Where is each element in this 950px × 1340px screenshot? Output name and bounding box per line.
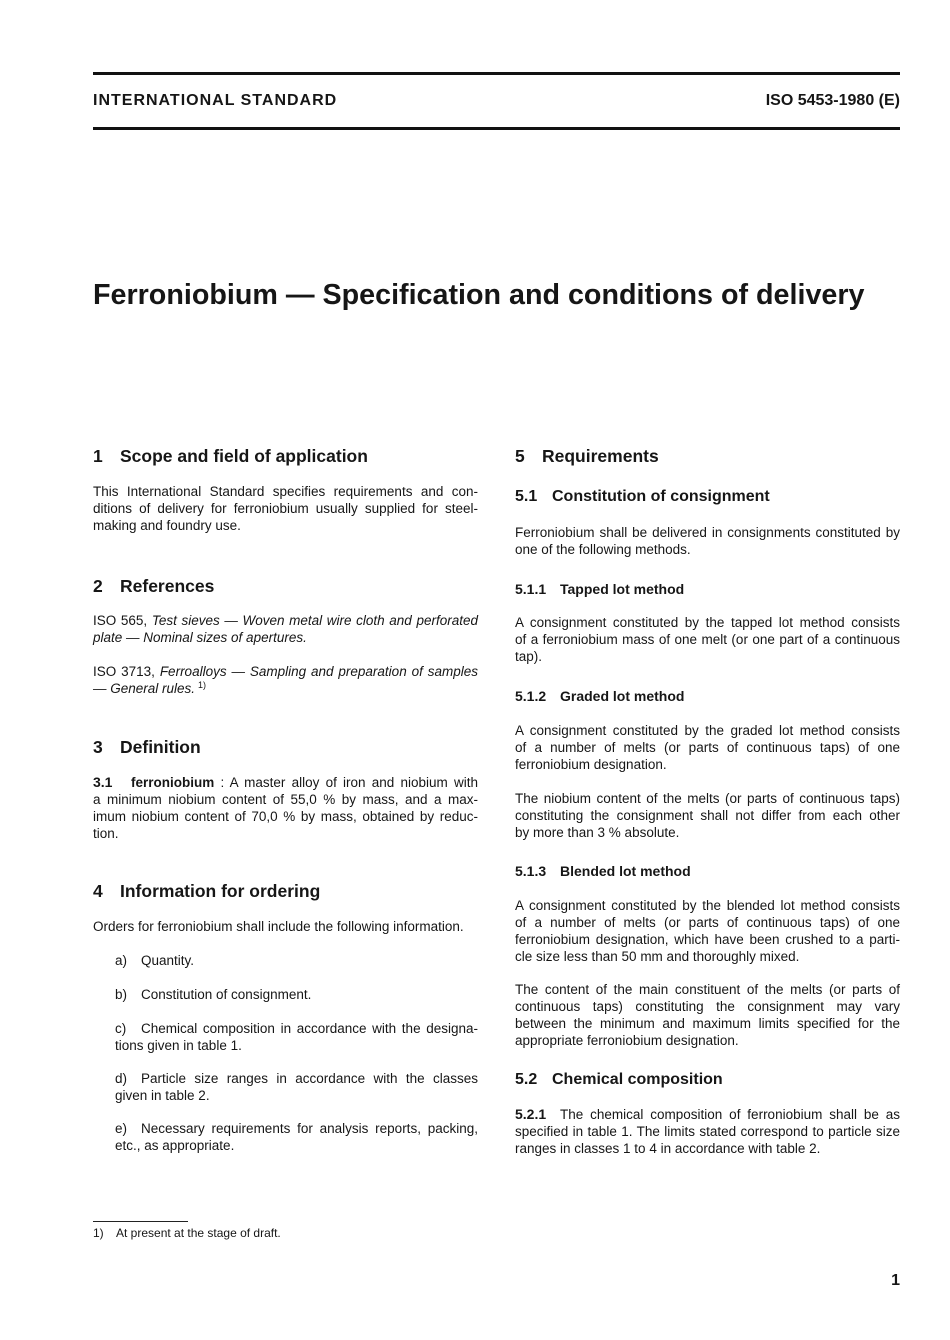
list-text: Chemical composition in accordance with the designa- [141,1021,478,1036]
clause-5-1-1-paragraph [515,614,900,665]
clause-number: 5.1.2 [515,688,547,704]
document-title: Ferroniobium — Specification and conditions of delivery [93,279,865,311]
text-line: A consignment constituted by the blended lot method consists [515,898,900,913]
text-line [115,1020,478,1037]
list-item [115,1070,478,1104]
text-line: cle size less than 50 mm and thoroughly mixed. [515,949,800,964]
list-label: b) [115,987,128,1002]
text-line [115,986,478,1003]
list-label: c) [115,1021,127,1036]
clause-1-paragraph [93,483,478,534]
clause-title: Chemical composition [552,1071,723,1088]
text-line: The niobium content of the melts (or parts of continuous taps) [515,791,900,806]
clause-5-1-3-heading [515,862,691,880]
standard-reference: ISO 5453-1980 (E) [765,92,900,109]
clause-number: 5 [515,446,525,466]
footnote [93,1225,281,1241]
text-line: A consignment constituted by the tapped lot method consists [515,615,900,630]
text-line: specified in table 1. The limits stated correspond to particle size [515,1124,900,1139]
clause-5-1-heading [515,487,770,507]
header-bottom-rule [93,127,900,130]
text-line [515,1106,900,1123]
text-line: of a number of melts (or parts of continuous taps) of one [515,915,900,930]
definition-ferroniobium [93,774,478,842]
text-line: etc., as appropriate. [115,1138,235,1153]
clause-title: Information for ordering [120,881,321,901]
document-type: INTERNATIONAL STANDARD [93,92,338,109]
text-line: Ferroniobium shall be delivered in consignments constituted by [515,525,900,540]
subclause-number: 3.1 [93,774,113,790]
clause-title: Scope and field of application [120,446,368,466]
clause-5-1-1-heading [515,580,684,598]
clause-title: Blended lot method [560,863,691,879]
text-line: a minimum niobium content of 55,0 % by mass, and a max- [93,792,478,807]
text-line [115,1070,478,1087]
clause-title: Requirements [542,446,659,466]
text-line: The content of the main constituent of the melts (or parts of [515,982,900,997]
header-top-rule [93,72,900,75]
reference-iso-565 [93,612,478,646]
text-line: This International Standard specifies requirements and con- [93,484,478,499]
text-line: given in table 2. [115,1088,210,1103]
clause-title: Graded lot method [560,688,685,704]
text-line: by more than 3 % absolute. [515,825,680,840]
reference-title: — General rules. [93,681,196,696]
footnote-reference: 1) [198,680,207,690]
footnote-label: 1) [93,1226,104,1240]
text-line: ranges in classes 1 to 4 in accordance with table 2. [515,1141,821,1156]
clause-title: Constitution of consignment [552,488,770,505]
clause-number: 2 [93,576,103,596]
clause-number: 5.2 [515,1071,538,1088]
definition-text: : A master alloy of iron and niobium with [220,775,478,790]
list-label: e) [115,1121,128,1136]
clause-5-2-heading [515,1070,723,1090]
text-line: Orders for ferroniobium shall include the following information. [93,919,464,934]
reference-title: plate — Nominal sizes of apertures. [93,630,307,645]
text-line: ferroniobium designation. [515,757,667,772]
reference-title: Ferroalloys — Sampling and preparation of samples [159,664,478,679]
text-line: tions given in table 1. [115,1038,242,1053]
text-line: continuous taps) constituting the consignment may vary [515,999,900,1014]
text-line: of a number of melts (or parts of continuous taps) of one [515,740,900,755]
list-label: a) [115,953,128,968]
text-line: ferroniobium designation, which have been crushed to a parti- [515,932,900,947]
text-line: making and foundry use. [93,518,241,533]
list-item [115,1020,478,1054]
clause-2-heading [93,575,214,597]
reference-code: ISO 3713, [93,664,155,679]
reference-iso-3713 [93,663,478,697]
clause-5-1-2-heading [515,687,684,705]
list-item [115,952,478,969]
clause-5-1-2-paragraph-2 [515,790,900,841]
list-label: d) [115,1071,128,1086]
list-text: Constitution of consignment. [141,987,312,1002]
paragraph-text: The chemical composition of ferroniobium shall be as [560,1107,900,1122]
reference-title: Test sieves — Woven metal wire cloth and perforated [151,613,478,628]
reference-line [93,612,478,629]
text-line [115,952,478,969]
clause-5-heading [515,445,659,467]
clause-number: 1 [93,446,103,466]
list-item [115,986,478,1003]
text-line: A consignment constituted by the graded lot method consists [515,723,900,738]
clause-5-2-1-paragraph [515,1106,900,1157]
clause-4-intro [93,918,478,935]
clause-number: 4 [93,881,103,901]
clause-5-1-2-paragraph-1 [515,722,900,773]
list-text: Particle size ranges in accordance with the classes [141,1071,478,1086]
clause-5-1-paragraph [515,524,900,558]
text-line: imum niobium content of 70,0 % by mass, obtained by reduc- [93,809,478,824]
text-line: tion. [93,826,119,841]
clause-number: 3 [93,737,103,757]
text-line [115,1120,478,1137]
list-item [115,1120,478,1154]
clause-1-heading [93,445,368,467]
text-line [93,774,478,791]
text-line: ditions of delivery for ferroniobium usually supplied for steel- [93,501,478,516]
clause-number: 5.1 [515,488,538,505]
text-line: one of the following methods. [515,542,691,557]
text-line: between the minimum and maximum limits specified for the [515,1016,900,1031]
clause-number: 5.1.3 [515,863,547,879]
clause-title: References [120,576,215,596]
reference-code: ISO 565, [93,613,148,628]
clause-5-1-3-paragraph-2 [515,981,900,1049]
defined-term: ferroniobium [131,775,215,790]
clause-3-heading [93,736,201,758]
reference-line [93,680,478,697]
list-text: Quantity. [141,953,195,968]
text-line: appropriate ferroniobium designation. [515,1033,739,1048]
text-line: constituting the consignment shall not differ from each other [515,808,900,823]
footnote-text: At present at the stage of draft. [116,1226,281,1240]
clause-4-heading [93,880,320,902]
clause-title: Tapped lot method [560,581,685,597]
text-line: of a ferroniobium mass of one melt (or one part of a continuous [515,632,900,647]
footnote-rule [93,1221,188,1222]
text-line: tap). [515,649,543,664]
clause-title: Definition [120,737,201,757]
reference-line [93,663,478,680]
clause-number: 5.1.1 [515,581,547,597]
list-text: Necessary requirements for analysis reports, packing, [141,1121,478,1136]
subclause-number: 5.2.1 [515,1106,547,1122]
page-number: 1 [891,1272,900,1289]
clause-5-1-3-paragraph-1 [515,897,900,965]
